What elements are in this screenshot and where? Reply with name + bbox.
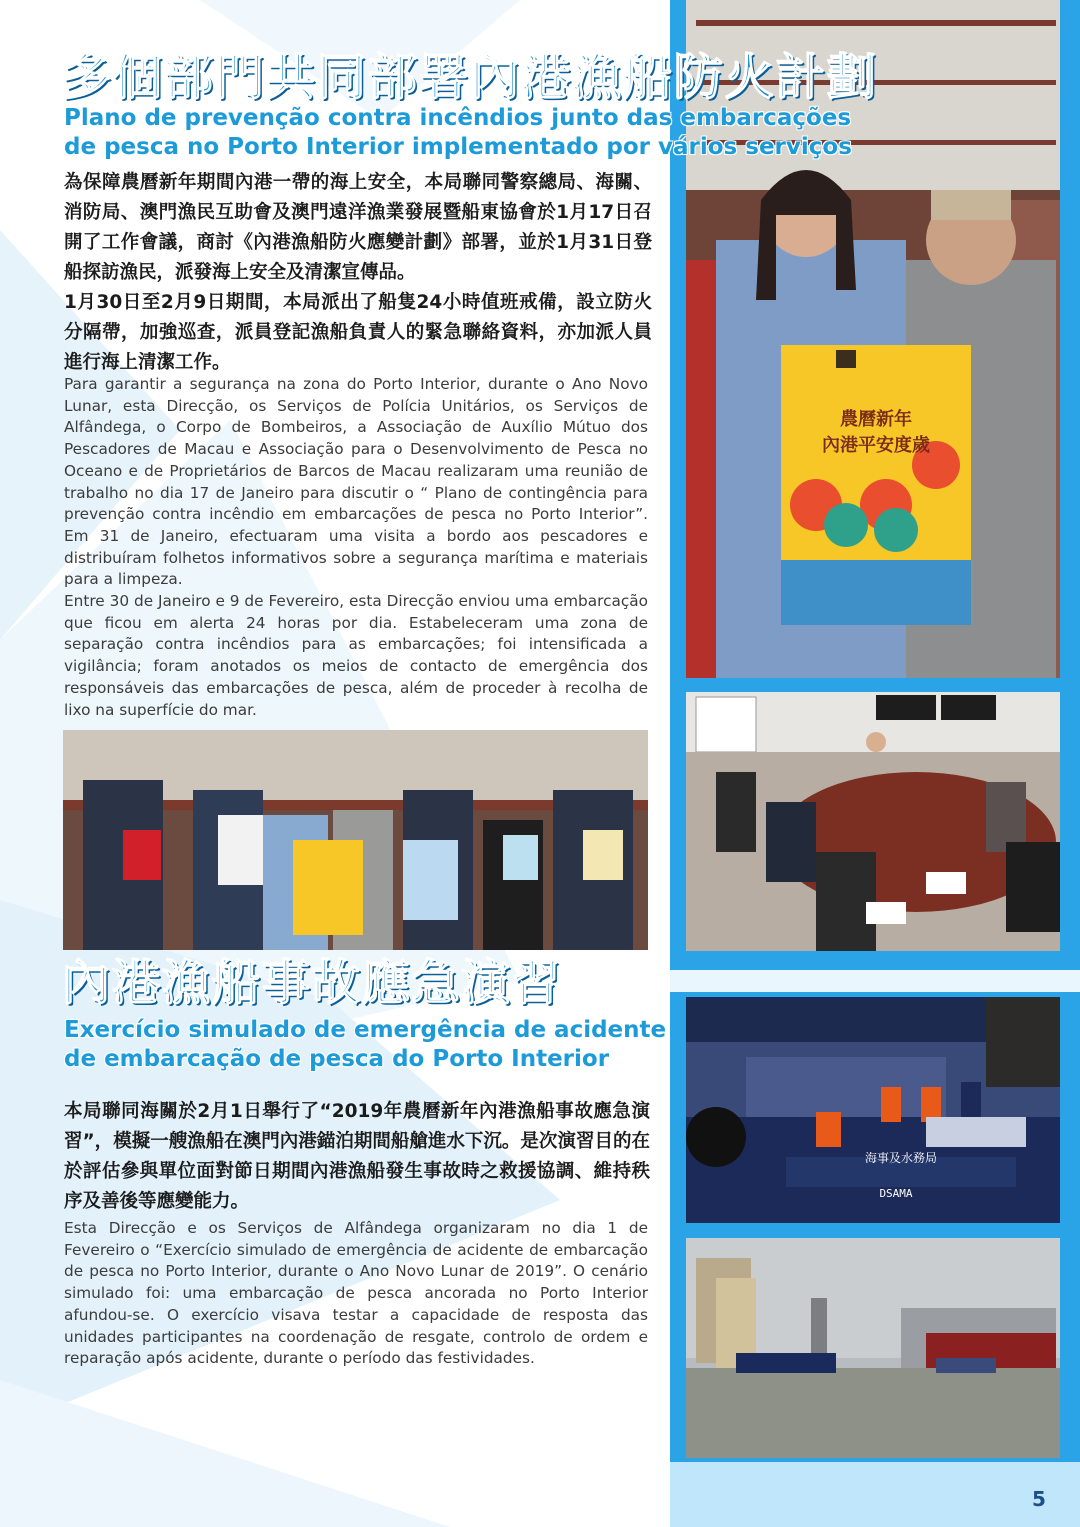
- article1-pt-paragraph: Entre 30 de Janeiro e 9 de Fevereiro, esta Direcção enviou uma embarcação que ficou em alerta 24 horas por dia. Estabeleceram uma zona de separação contra incêndios para as embarcações; foi intensificada a vigilância; foram anotados os meios de contacto de emergência dos responsáveis das embarcações de pesca, além de proceder à recolha de lixo na superfície do mar.: [64, 592, 648, 719]
- article1-zh-paragraph: 1月30日至2月9日期間，本局派出了船隻24小時值班戒備，設立防火分隔帶，加強巡查，派員登記漁船負責人的緊急聯絡資料，亦加派人員進行海上清潔工作。: [64, 292, 652, 373]
- page-number: 5: [1032, 1487, 1046, 1511]
- article1-title-pt-line2: de pesca no Porto Interior implementado por vários serviços: [64, 134, 852, 160]
- article2-title-pt-line2: de embarcação de pesca do Porto Interior: [64, 1046, 610, 1072]
- article2-pt-paragraph: Esta Direcção e os Serviços de Alfândega organizaram no dia 1 de Fevereiro o “Exercício simulado de emergência de acidente de embarcação de pesca no Porto Interior, durante o Ano Novo Lunar de 2019”. O cenário simulado foi: uma embarcação de pesca ancorada no Porto Interior afundou-se. O exercício visava testar a capacidade de resposta das unidades participantes na coordenação de resgate, controlo de ordem e reparação após acidente, durante o período das festividades.: [64, 1219, 648, 1368]
- right-accent-footer: [670, 1462, 1080, 1527]
- article2-pt-body: [64, 1218, 648, 1370]
- article1-title-zh: 多個部門共同部署內港漁船防火計劃: [62, 49, 879, 106]
- article2-zh-body: [64, 1097, 650, 1217]
- poster-title-2: 內港平安度歲: [822, 435, 930, 456]
- article2-title-zh: 內港漁船事故應急演習: [62, 955, 563, 1011]
- photo-meeting: [686, 692, 1060, 951]
- article1-title-pt-line1: Plano de prevenção contra incêndios junto das embarcações: [64, 105, 852, 131]
- photo-harbor: [686, 1238, 1060, 1458]
- article1-pt-body: [64, 374, 648, 721]
- poster-title-1: 農曆新年: [840, 409, 912, 430]
- photo-group: [63, 730, 648, 950]
- article2-zh-paragraph: 本局聯同海關於2月1日舉行了“2019年農曆新年內港漁船事故應急演習”，模擬一艘漁船在澳門內港錨泊期間船艙進水下沉。是次演習目的在於評估參與單位面對節日期間內港漁船發生事故時之救援協調、維持秩序及善後等應變能力。: [64, 1101, 650, 1212]
- article1-zh-body: [64, 168, 652, 378]
- article1-zh-paragraph: 為保障農曆新年期間內港一帶的海上安全，本局聯同警察總局、海關、消防局、澳門漁民互助會及澳門遠洋漁業發展暨船東協會於1月17日召開了工作會議，商討《內港漁船防火應變計劃》部署，並於1月31日登船探訪漁民，派發海上安全及清潔宣傳品。: [64, 172, 652, 283]
- article2-title-pt-line1: Exercício simulado de emergência de acidente: [64, 1017, 667, 1043]
- boat-label-zh: 海事及水務局: [864, 1151, 938, 1165]
- boat-label-en: DSAMA: [879, 1187, 913, 1200]
- frame-gap: [670, 970, 1080, 992]
- article1-pt-paragraph: Para garantir a segurança na zona do Porto Interior, durante o Ano Novo Lunar, esta Direcção, os Serviços de Polícia Unitários, os Serviços de Alfândega, o Corpo de Bombeiros, a Associação de Auxílio Mútuo dos Pescadores de Macau e Associação para o Desenvolvimento de Pesca no Oceano e de Proprietários de Barcos de Macau realizaram uma reunião de trabalho no dia 17 de Janeiro para discutir o “ Plano de contingência para prevenção contra incêndio em embarcações de pesca no Porto Interior”. Em 31 de Janeiro, efectuaram uma visita a bordo aos pescadores e distribuíram folhetos informativos sobre a segurança marítima e materiais para a limpeza.: [64, 375, 648, 589]
- photo-rescue-boat: [686, 997, 1060, 1223]
